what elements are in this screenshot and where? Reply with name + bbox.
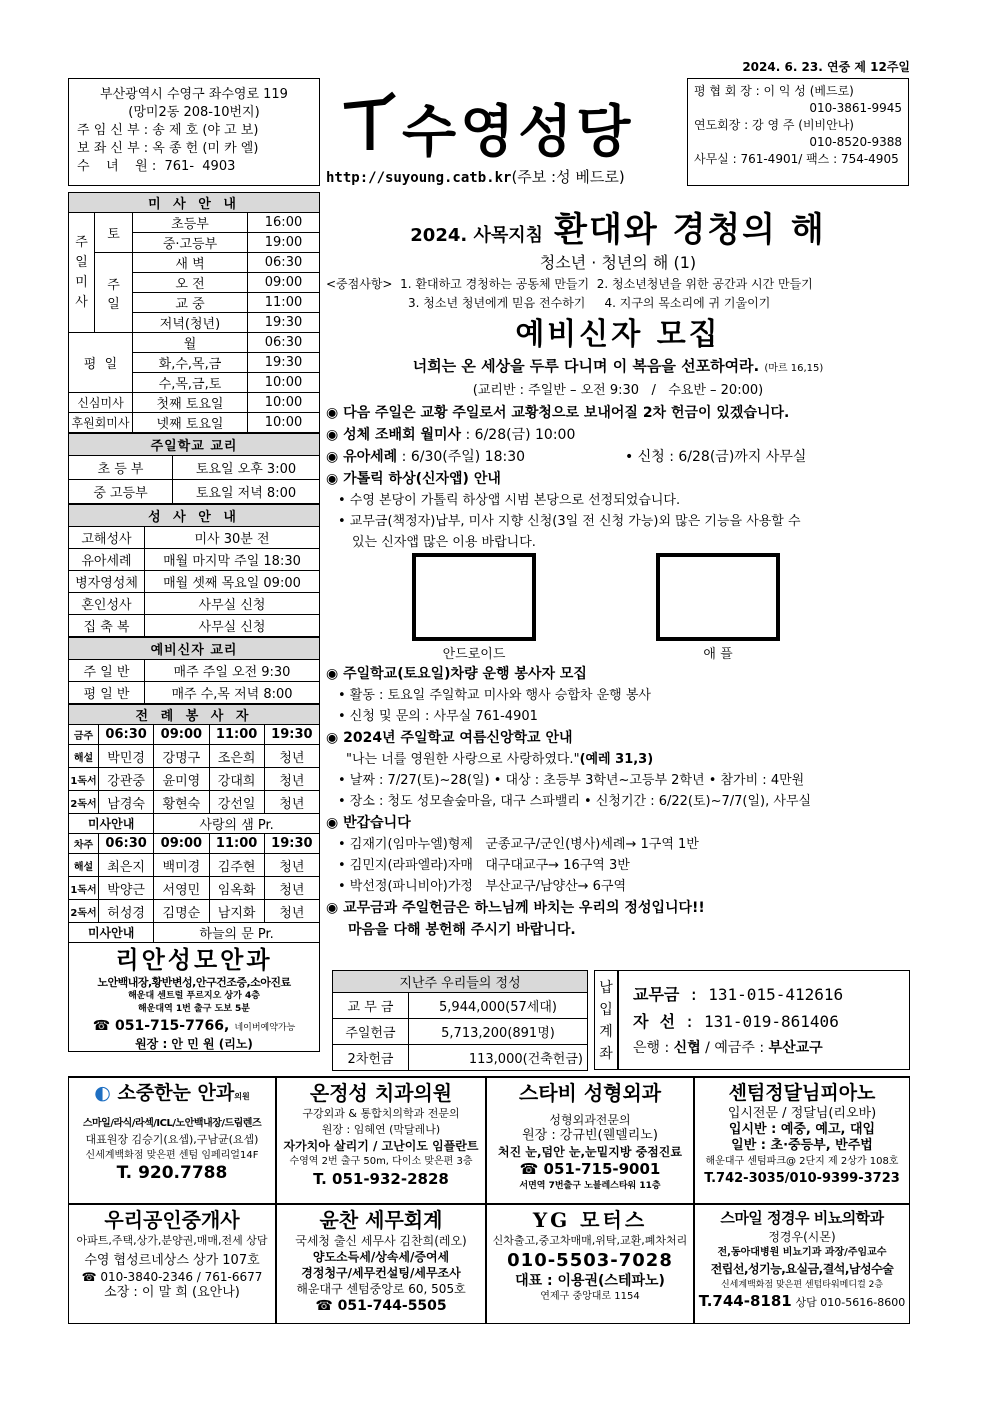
mass-schedule-table [68, 192, 320, 433]
ad-piano [694, 1078, 910, 1204]
address-line-1: 부산광역시 수영구 좌수영로 119 [100, 87, 288, 102]
mass-time: 11:00 [248, 293, 320, 313]
notice-volunteer [326, 663, 910, 685]
welcome-item: • 김민지(라파엘라)자매 대구대교구→ 16구역 3반 [338, 858, 630, 873]
server-name: 청년 [264, 791, 319, 814]
servers-col: 06:30 [99, 834, 154, 854]
notice-adoration [326, 424, 910, 446]
mass-name: 저녁(청년) [133, 313, 248, 333]
qr-area [326, 553, 910, 663]
server-role: 해설 [69, 745, 99, 768]
notice-apply: • 신청 : 6/28(금)까지 사무실 [625, 449, 807, 465]
ad-title: 윤찬 세무회계 [319, 1208, 443, 1232]
ad-line: 대표원장 김승기(요셉),구남균(요셉) [85, 1133, 259, 1146]
mass-time: 16:00 [248, 213, 320, 233]
mass-header: 미 사 안 내 [69, 193, 320, 213]
notice-text: 가톨릭 하상(신자앱) 안내 [343, 471, 501, 487]
ad-line: 대표 : 이용권(스테파노) [515, 1273, 665, 1289]
ad-realty [68, 1204, 276, 1324]
server-name: 황현숙 [154, 791, 209, 814]
notice-baptism [326, 446, 910, 468]
server-name: 백미경 [154, 854, 209, 877]
mass-name: 오 전 [133, 273, 248, 293]
server-name: 남경숙 [99, 791, 154, 814]
focus-item: 1. 환대하고 경청하는 공동체 만들기 [400, 277, 590, 291]
camp-info: • 장소 : 청도 성모솔숲마을, 대구 스파밸리 • 신청기간 : 6/22(토)~7/7(일), 사무실 [338, 794, 812, 809]
website-link[interactable]: http://suyoung.catb.kr [326, 170, 512, 186]
ad-title: 온정성 치과의원 [309, 1081, 453, 1105]
catechumen-time: 매주 수,목 저녁 8:00 [145, 682, 320, 704]
ad-line: 전립선,성기능,요실금,결석,남성수술 [710, 1262, 894, 1276]
servers-col: 19:30 [264, 725, 319, 745]
catechumen-class: 주 일 반 [69, 660, 145, 682]
weekday-label: 평 일 [69, 333, 133, 393]
app-info: 있는 신자앱 많은 이용 바랍니다. [352, 535, 536, 550]
ad-line: 성형외과전문의 [549, 1113, 631, 1127]
catechumen-table [68, 637, 320, 704]
masthead-footer [326, 166, 625, 187]
ad-line: 신세계백화점 맞은편 센텀 임페리얼14F [85, 1150, 259, 1161]
sacrament-name: 혼인성사 [69, 593, 145, 615]
mass-time: 10:00 [248, 373, 320, 393]
ad-line: 수영 협성르네상스 상가 107호 [84, 1253, 260, 1268]
sunday-school-group: 초 등 부 [69, 456, 173, 480]
assistant-priest: 보 좌 신 부 : 옥 종 헌 (미 카 엘) [77, 141, 259, 156]
offering-header: 지난주 우리들의 정성 [333, 971, 588, 993]
rian-phone: ☎ 051-715-7766, [92, 1018, 230, 1034]
ad-motors [486, 1204, 694, 1324]
sacrament-time: 사무실 신청 [145, 615, 320, 637]
app-info: • 수영 본당이 가톨릭 하상앱 시범 본당으로 선정되었습니다. [338, 493, 681, 508]
rian-eye-clinic-ad [68, 943, 320, 1052]
server-name: 청년 [264, 900, 319, 923]
server-role: 1독서 [69, 877, 99, 900]
notice-summer-school [326, 727, 910, 749]
saturday-label: 토 [95, 213, 133, 253]
offering-section [332, 970, 910, 1072]
notice-app [326, 468, 910, 490]
ad-line: 해운대구 센텀중앙로 60, 505호 [296, 1282, 466, 1296]
focus-item: 2. 청소년청년을 위한 공간과 시간 만들기 [596, 277, 813, 291]
rian-phone-note: 네이버예약가능 [234, 1023, 296, 1033]
server-name: 임옥화 [209, 877, 264, 900]
ad-phone: ☎ 010-3840-2346 / 761-6677 [81, 1270, 263, 1284]
offering-amount: 5,944,000(57세대) [409, 993, 588, 1019]
ad-phone: T. 051-932-2828 [313, 1170, 449, 1188]
bullet-icon: ◉ [326, 730, 344, 746]
ad-phone: ☎ 051-715-9001 [519, 1160, 661, 1178]
notice-text: 2024년 주일학교 여름신앙학교 안내 [343, 730, 573, 746]
theme-title: 환대와 경청의 해 [554, 210, 826, 250]
sunday-mass-label: 주 일 미 사 [69, 213, 95, 333]
servers-header: 전 례 봉 사 자 [69, 705, 320, 725]
sunday-school-group: 중 고등부 [69, 480, 173, 504]
ad-line: 아파트,주택,상가,분양권,매매,전세 상담 [76, 1234, 268, 1247]
volunteer-info: • 신청 및 문의 : 사무실 761-4901 [338, 709, 538, 724]
mass-time: 09:00 [248, 273, 320, 293]
server-name: 박양근 [99, 877, 154, 900]
ad-line: 원장 : 강규빈(웬델리노) [522, 1128, 658, 1143]
ad-title-small: 의원 [234, 1092, 250, 1101]
focus-label: <중점사항> [326, 277, 393, 291]
server-name: 강관중 [99, 768, 154, 791]
offering-type: 교 무 금 [333, 993, 409, 1019]
server-name: 남지화 [209, 900, 264, 923]
notice-text: 주일학교(토요일)차량 운행 봉사자 모집 [343, 666, 587, 682]
left-column [68, 192, 320, 1052]
server-role: 1독서 [69, 768, 99, 791]
ad-line: 자가치아 살리기 / 고난이도 임플란트 [283, 1139, 479, 1153]
welcome-item: • 김재기(임마누엘)형제 군종교구/군인(병사)세례→ 1구역 1반 [338, 837, 699, 852]
account-box [618, 970, 910, 1070]
masthead [322, 78, 686, 186]
ad-line: 수영역 2번 출구 50m, 다이소 맞은편 3층 [289, 1156, 473, 1167]
devotion-mass-day: 첫째 토요일 [133, 393, 248, 413]
ad-line: 양도소득세/상속세/증여세 [312, 1250, 450, 1264]
sunday-label: 주 일 [95, 253, 133, 333]
notice-text: 교무금과 주일헌금은 하느님께 바치는 우리의 정성입니다!! [343, 900, 705, 916]
ad-phone: T. 920.7788 [116, 1163, 228, 1183]
ad-line: 전,동아대병원 비뇨기과 과장/주임교수 [717, 1247, 887, 1258]
office-contact: 사무실 : 761-4901/ 팩스 : 754-4905 [694, 152, 899, 166]
ad-title: 스타비 성형외과 [518, 1081, 662, 1105]
pastor: 주 임 신 부 : 송 제 호 (야 고 보) [77, 123, 259, 138]
ad-line: 해운대구 센텀파크@ 2단지 제 2상가 108호 [705, 1156, 899, 1167]
liturgy-servers-table [68, 704, 320, 943]
servers-col: 19:30 [264, 834, 319, 854]
verse-ref: (마르 16,15) [764, 363, 824, 374]
server-name: 청년 [264, 877, 319, 900]
parish-logo-icon [336, 88, 406, 168]
ad-title: 센텀정달님피아노 [728, 1082, 876, 1104]
bullet-icon: ◉ [326, 471, 344, 487]
server-name: 김명순 [154, 900, 209, 923]
sacrament-time: 미사 30분 전 [145, 527, 320, 549]
rian-director: 원장 : 안 민 원 (리노) [135, 1037, 253, 1051]
server-role: 해설 [69, 854, 99, 877]
catechumen-class: 평 일 반 [69, 682, 145, 704]
ad-urology [694, 1204, 910, 1324]
mass-time: 06:30 [248, 253, 320, 273]
sunday-school-time: 토요일 저녁 8:00 [173, 480, 320, 504]
notice-text: 반갑습니다 [343, 815, 411, 831]
server-name: 허성경 [99, 900, 154, 923]
ad-line: 입시반 : 예중, 예고, 대입 [728, 1122, 876, 1137]
offering-type: 2차헌금 [333, 1045, 409, 1071]
ad-line: 원장 : 임혜연 (막달레나) [321, 1123, 441, 1136]
server-name: 최은지 [99, 854, 154, 877]
server-name: 청년 [264, 768, 319, 791]
verse: 너희는 온 세상을 두루 다니며 이 복음을 선포하여라. [412, 357, 760, 375]
ad-phone: T.742-3035/010-9399-3723 [704, 1171, 900, 1186]
ad-phone: 010-5503-7028 [507, 1250, 673, 1271]
bullet-icon: ◉ [326, 405, 344, 421]
theme-year: 2024. 사목지침 [410, 225, 544, 246]
ad-line: 경정청구/세무컨설팅/세무조사 [301, 1266, 461, 1280]
server-name: 조은희 [209, 745, 264, 768]
ad-line: 처진 눈,덤안 눈,눈밑지방 중점진료 [498, 1145, 682, 1159]
volunteer-info: • 활동 : 토요일 주일학교 미사와 행사 승합차 운행 봉사 [338, 688, 651, 703]
convent: 수 녀 원 : 761- 4903 [77, 159, 236, 174]
mass-name: 화,수,목,금 [133, 353, 248, 373]
catechumen-time: 매주 주일 오전 9:30 [145, 660, 320, 682]
servers-col: 09:00 [154, 834, 209, 854]
sacrament-name: 집 축 복 [69, 615, 145, 637]
sunday-school-header: 주일학교 교리 [69, 434, 320, 456]
parish-name: 수영성당 [402, 99, 635, 165]
ad-line: 구강외과 & 통합치의학과 전문의 [302, 1107, 460, 1120]
bank-label: 은행 : [633, 1040, 674, 1056]
focus-item: 3. 청소년 청년에게 믿음 전수하기 [408, 296, 586, 310]
ad-phone: ☎ 051-744-5505 [315, 1298, 447, 1314]
notice-date: : 6/28(금) 10:00 [461, 427, 576, 443]
mass-name: 교 중 [133, 293, 248, 313]
sacraments-table [68, 504, 320, 637]
servers-col: 09:00 [154, 725, 209, 745]
bank-name: 신협 [673, 1040, 701, 1056]
main-content [326, 192, 910, 941]
ad-title: 소중한눈 안과 [117, 1082, 235, 1104]
qr-android-label: 안드로이드 [442, 647, 506, 662]
notice-text: 다음 주일은 교황 주일로서 교황청으로 보내어질 2차 헌금이 있겠습니다. [343, 405, 790, 421]
ad-line: 신세계백화점 맞은편 센텀타워메디컬 2층 [720, 1280, 884, 1290]
notice-text: 유아세례 [343, 449, 398, 465]
app-info: • 교무금(책정자)납부, 미사 지향 신청(3일 전 신청 가능)외 많은 기능을 사용할 수 [338, 514, 801, 529]
verse-line [326, 355, 910, 380]
catechumen-header: 예비신자 교리 [69, 638, 320, 660]
camp-info: • 날짜 : 7/27(토)~28(일) • 대상 : 초등부 3학년~고등부 2학년 • 참가비 : 4만원 [338, 773, 805, 788]
servers-col: 차주 [69, 834, 99, 854]
bullet-icon: ◉ [326, 815, 344, 831]
class-times: (교리반 : 주일반 – 오전 9:30 / 수요반 – 20:00) [472, 383, 764, 398]
servers-col: 11:00 [209, 725, 264, 745]
guide-label: 미사안내 [69, 814, 154, 834]
servers-col: 11:00 [209, 834, 264, 854]
focus-points-2 [326, 294, 910, 313]
ad-title: 스마일 정경우 비뇨의학과 [720, 1209, 884, 1227]
issue-date: 2024. 6. 23. 연중 제 12주일 [742, 60, 910, 74]
server-name: 윤미영 [154, 768, 209, 791]
ad-eye-clinic [68, 1078, 276, 1204]
notice-text: 성체 조배회 월미사 [343, 427, 462, 443]
qr-apple-label: 애 플 [703, 647, 733, 662]
ad-line: 일반 : 초·중등부, 반주법 [731, 1138, 873, 1153]
ads-grid [68, 1076, 910, 1322]
ad-phone: T.744-8181 [698, 1292, 792, 1310]
account-label-tithe: 교무금 [633, 985, 680, 1004]
account-tithe: : 131-015-412616 [679, 985, 844, 1004]
focus-item: 4. 지구의 목소리에 귀 기울이기 [604, 296, 771, 310]
focus-points [326, 275, 910, 294]
notice-date: : 6/30(주일) 18:30 [397, 449, 526, 465]
address-line-2: (망미2동 208-10번지) [128, 105, 260, 120]
offering-type: 주일헌금 [333, 1019, 409, 1045]
server-role: 2독서 [69, 791, 99, 814]
recruit-title: 예비신자 모집 [515, 317, 721, 352]
ad-phone-2: 상담 010-5616-8600 [795, 1296, 906, 1309]
mass-time: 06:30 [248, 333, 320, 353]
ad-line: 스마일/라식/라섹/ICL/노안백내장/드림렌즈 [82, 1118, 262, 1129]
notice-welcome [326, 812, 910, 834]
mass-name: 새 벽 [133, 253, 248, 273]
sacrament-name: 고해성사 [69, 527, 145, 549]
rian-directions: 해운대역 1번 출구 도보 5분 [138, 1004, 250, 1014]
ad-line: 소장 : 이 말 희 (요안나) [104, 1285, 240, 1300]
holder-name: 부산교구 [768, 1040, 823, 1056]
ad-line: 입시전문 / 정달님(리오바) [727, 1106, 877, 1121]
ad-title: 우리공인중개사 [104, 1208, 240, 1232]
rian-address: 해운대 센트럴 푸르지오 상가 4층 [128, 991, 260, 1001]
notice-offering [326, 897, 910, 919]
camp-ref: (예레 31,3) [579, 752, 654, 767]
sacrament-time: 매월 마지막 주일 18:30 [145, 549, 320, 571]
mass-name: 수,목,금,토 [133, 373, 248, 393]
bullet-icon: ◉ [326, 449, 344, 465]
qr-apple-icon[interactable] [656, 553, 780, 641]
council-chair: 평 협 회 장 : 이 익 성 (베드로) [694, 84, 854, 98]
mass-time: 19:30 [248, 313, 320, 333]
devotion-mass-time: 10:00 [248, 393, 320, 413]
ad-plastic-surgery [486, 1078, 694, 1204]
sacrament-time: 매월 셋째 목요일 09:00 [145, 571, 320, 593]
theme-line [326, 202, 910, 251]
eye-logo-icon: ◐ [94, 1082, 111, 1104]
sunday-school-table [68, 433, 320, 504]
ad-line: 연제구 중앙대로 1154 [540, 1291, 640, 1302]
guide-group: 사랑의 샘 Pr. [154, 814, 320, 834]
council-chair-phone: 010-3861-9945 [809, 101, 902, 115]
camp-quote-line [326, 749, 910, 770]
devotion-mass-label: 신심미사 [69, 393, 133, 413]
account-charity: : 131-019-861406 [675, 1012, 839, 1031]
patron: (주보 :성 베드로) [511, 168, 625, 186]
ad-tax [276, 1204, 486, 1324]
servers-col: 금주 [69, 725, 99, 745]
server-role: 2독서 [69, 900, 99, 923]
ad-dental [276, 1078, 486, 1204]
sacrament-name: 유아세례 [69, 549, 145, 571]
mass-time: 19:00 [248, 233, 320, 253]
yeondo-chair-phone: 010-8520-9388 [809, 135, 902, 149]
server-name: 박민경 [99, 745, 154, 768]
account-label: 납 입 계 좌 [594, 970, 618, 1070]
theme-subtitle: 청소년 · 청년의 해 (1) [539, 253, 697, 272]
server-name: 김주현 [209, 854, 264, 877]
mass-name: 월 [133, 333, 248, 353]
ad-line: 서면역 7번출구 노블레스타워 11층 [519, 1181, 661, 1191]
yeondo-chair: 연도회장 : 강 영 주 (비비안나) [694, 118, 854, 132]
account-label-charity: 자 선 [633, 1012, 676, 1031]
rian-title: 리안성모안과 [115, 946, 273, 974]
mass-name: 중·고등부 [133, 233, 248, 253]
notice-offering-2: 마음을 다해 봉헌해 주시기 바랍니다. [348, 922, 576, 938]
camp-quote: "나는 너를 영원한 사랑으로 사랑하였다." [346, 752, 580, 767]
bullet-icon: ◉ [326, 900, 344, 916]
qr-android-icon[interactable] [412, 553, 536, 641]
parish-info-box [68, 78, 320, 186]
supporters-mass-label: 후원회미사 [69, 413, 133, 433]
server-name: 강명구 [154, 745, 209, 768]
server-name: 청년 [264, 745, 319, 768]
server-name: 청년 [264, 854, 319, 877]
rian-services: 노안백내장,황반변성,안구건조증,소아진료 [97, 976, 291, 989]
guide-group: 하늘의 문 Pr. [154, 923, 320, 943]
council-box [687, 78, 909, 186]
ad-line: 정경우(시몬) [768, 1230, 836, 1244]
sacraments-header: 성 사 안 내 [69, 505, 320, 527]
sacrament-time: 사무실 신청 [145, 593, 320, 615]
server-name: 강선일 [209, 791, 264, 814]
server-name: 강대희 [209, 768, 264, 791]
mass-name: 초등부 [133, 213, 248, 233]
sunday-school-time: 토요일 오후 3:00 [173, 456, 320, 480]
holder-label: / 예금주 : [700, 1040, 769, 1056]
ad-line: 국세청 출신 세무사 김찬희(레오) [295, 1234, 467, 1248]
sacrament-name: 병자영성체 [69, 571, 145, 593]
bullet-icon: ◉ [326, 666, 344, 682]
offering-amount: 5,713,200(891명) [409, 1019, 588, 1045]
guide-label: 미사안내 [69, 923, 154, 943]
ad-line: 신차출고,중고차매매,위탁,교환,폐차처리 [492, 1234, 688, 1247]
offering-table [332, 970, 588, 1071]
servers-col: 06:30 [99, 725, 154, 745]
ad-title: YG 모터스 [532, 1208, 648, 1232]
offering-amount: 113,000(건축헌금) [409, 1045, 588, 1071]
supporters-mass-day: 넷째 토요일 [133, 413, 248, 433]
notice-papal [326, 402, 910, 424]
mass-time: 19:30 [248, 353, 320, 373]
server-name: 서영민 [154, 877, 209, 900]
supporters-mass-time: 10:00 [248, 413, 320, 433]
welcome-item: • 박선정(파니비아)가정 부산교구/남양산→ 6구역 [338, 879, 627, 894]
bullet-icon: ◉ [326, 427, 344, 443]
